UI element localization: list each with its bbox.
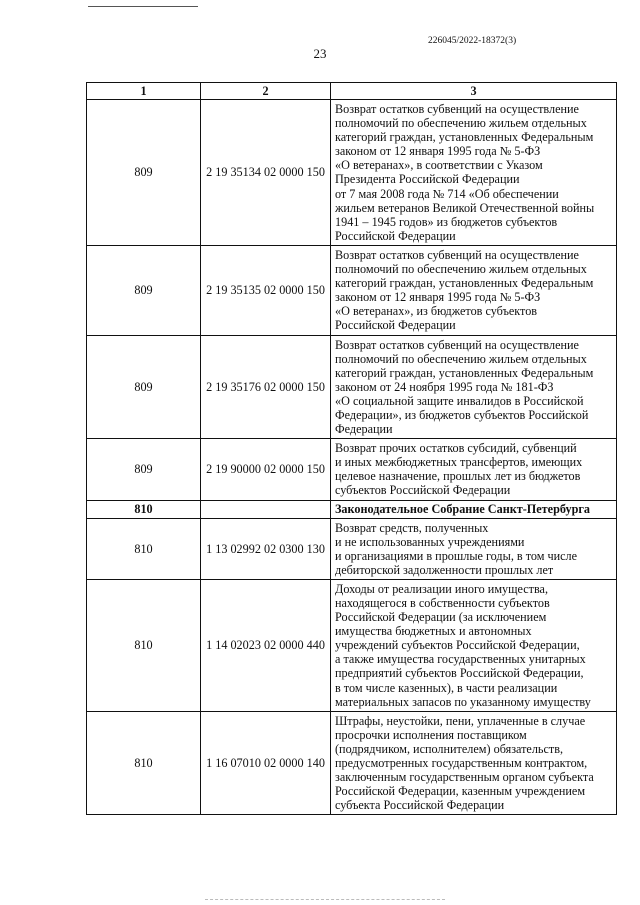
table-header-row [87, 83, 617, 100]
admin-code-cell: 810 [87, 579, 201, 711]
table-row [87, 711, 617, 815]
table-row [87, 245, 617, 335]
table-row [87, 335, 617, 439]
classification-code-cell: 1 13 02992 02 0300 130 [201, 518, 331, 579]
classification-code-cell: 2 19 35176 02 0000 150 [201, 335, 331, 439]
bottom-rule [205, 899, 445, 900]
table-row [87, 439, 617, 500]
classification-code-cell [201, 500, 331, 518]
classification-code-cell: 2 19 35134 02 0000 150 [201, 100, 331, 246]
classification-code-cell: 2 19 90000 02 0000 150 [201, 439, 331, 500]
description-cell: Доходы от реализации иного имущества, находящегося в собственности субъектов Российской Федерации (за исключением имущества бюджетных и автономных учреждений субъектов Российской Федерации, а также имущества государственных унитарных предприятий субъектов Российской Федерации, в том числе казенных), в части реализации материальных запасов по указанному имуществу [331, 579, 617, 711]
admin-code-cell: 810 [87, 711, 201, 815]
classification-code-cell: 1 16 07010 02 0000 140 [201, 711, 331, 815]
classification-code-cell: 2 19 35135 02 0000 150 [201, 245, 331, 335]
description-cell: Возврат средств, полученных и не использованных учреждениями и организациями в прошлые годы, в том числе дебиторской задолженности прошлых лет [331, 518, 617, 579]
admin-code-cell: 810 [87, 500, 201, 518]
description-cell: Возврат остатков субвенций на осуществление полномочий по обеспечению жильем отдельных категорий граждан, установленных Федеральным законом от 24 ноября 1995 года № 181-ФЗ «О социальной защите инвалидов в Российской Федерации», из бюджетов субъектов Российской Федерации [331, 335, 617, 439]
table-body [87, 100, 617, 815]
admin-code-cell: 809 [87, 245, 201, 335]
admin-code-cell: 810 [87, 518, 201, 579]
page-number: 23 [313, 46, 327, 61]
section-row [87, 500, 617, 518]
description-cell: Возврат остатков субвенций на осуществление полномочий по обеспечению жильем отдельных категорий граждан, установленных Федеральным законом от 12 января 1995 года № 5-ФЗ «О ветеранах», в соответствии с Указом Президента Российской Федерации от 7 мая 2008 года № 714 «Об обеспечении жильем ветеранов Великой Отечественной войны 1941 – 1945 годов» из бюджетов субъектов Российской Федерации [331, 100, 617, 246]
description-cell: Законодательное Собрание Санкт-Петербурга [331, 500, 617, 518]
table-row [87, 518, 617, 579]
column-header-1: 1 [87, 83, 201, 100]
admin-code-cell: 809 [87, 335, 201, 439]
description-cell: Возврат прочих остатков субсидий, субвенций и иных межбюджетных трансфертов, имеющих целевое назначение, прошлых лет из бюджетов субъектов Российской Федерации [331, 439, 617, 500]
revenue-codes-table [86, 82, 617, 815]
admin-code-cell: 809 [87, 439, 201, 500]
classification-code-cell: 1 14 02023 02 0000 440 [201, 579, 331, 711]
admin-code-cell: 809 [87, 100, 201, 246]
document-number: 226045/2022-18372(3) [428, 36, 517, 46]
description-cell: Штрафы, неустойки, пени, уплаченные в случае просрочки исполнения поставщиком (подрядчиком, исполнителем) обязательств, предусмотренных государственным контрактом, заключенным государственным органом субъекта Российской Федерации, казенным учреждением субъекта Российской Федерации [331, 711, 617, 815]
table-row [87, 579, 617, 711]
column-header-3: 3 [331, 83, 617, 100]
description-cell: Возврат остатков субвенций на осуществление полномочий по обеспечению жильем отдельных категорий граждан, установленных Федеральным законом от 12 января 1995 года № 5-ФЗ «О ветеранах», из бюджетов субъектов Российской Федерации [331, 245, 617, 335]
column-header-2: 2 [201, 83, 331, 100]
top-rule [88, 6, 198, 7]
table-row [87, 100, 617, 246]
